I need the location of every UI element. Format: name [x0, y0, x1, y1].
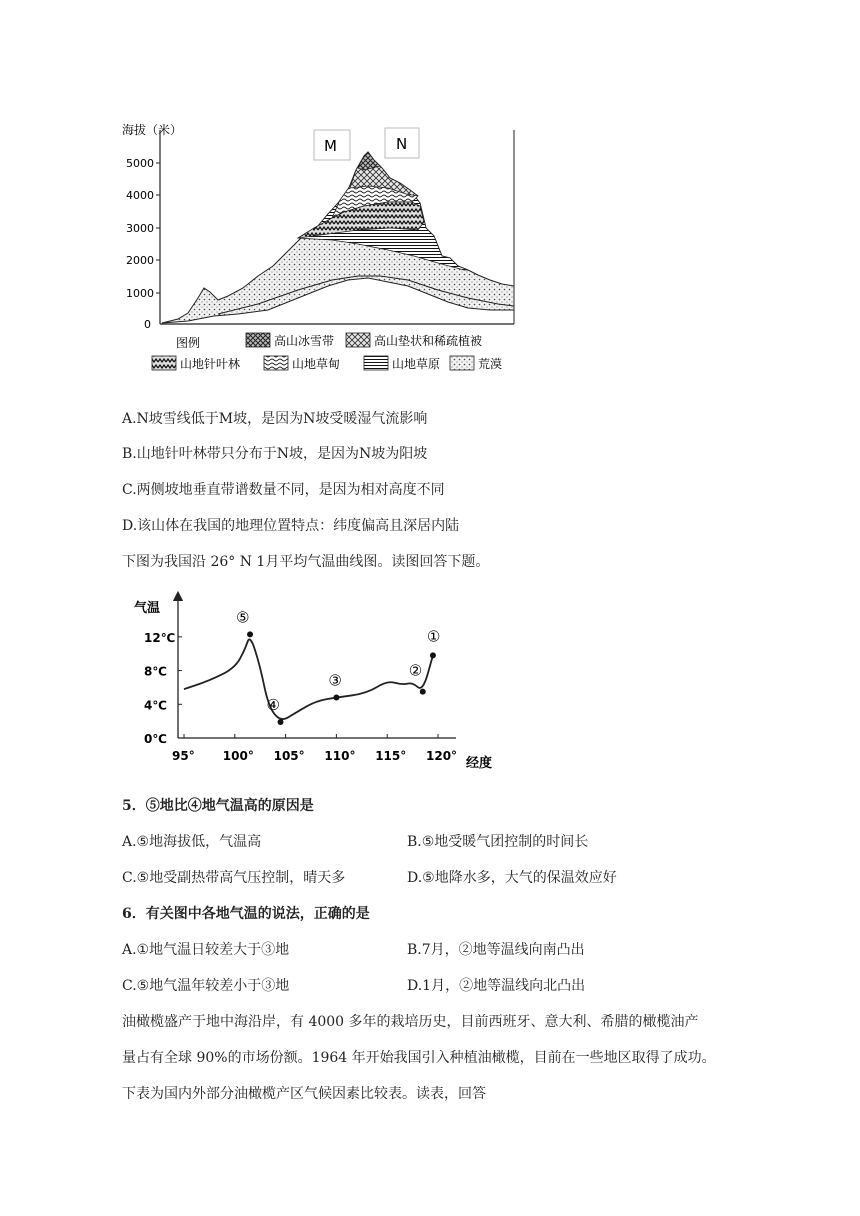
y-tick: 1000: [126, 287, 154, 300]
option-b: B.山地针叶林带只分布于N坡，是因为N坡为阳坡: [122, 446, 428, 462]
paragraph-line: 油橄榄盛产于地中海沿岸，有 4000 多年的栽培历史，目前西班牙、意大利、希腊的橄榄油产: [122, 1014, 699, 1030]
legend-swatch-forest: [152, 356, 176, 370]
slope-label-n: N: [396, 135, 408, 153]
legend-swatch-desert: [450, 356, 474, 370]
legend-label: 山地草甸: [292, 357, 341, 371]
y-tick: 4000: [126, 189, 154, 202]
q5-option-c: C.⑤地受副热带高气压控制，晴天多: [122, 870, 346, 886]
x-tick-label: 105°: [273, 749, 305, 763]
intro-text: 下图为我国沿 26° N 1月平均气温曲线图。读图回答下题。: [122, 554, 490, 570]
q5-option-a: A.⑤地海拔低，气温高: [122, 834, 262, 850]
question-5-stem: 5．⑤地比④地气温高的原因是: [122, 798, 314, 814]
legend-label: 山地草原: [392, 357, 441, 371]
data-point: [420, 689, 426, 695]
paragraph-line: 下表为国内外部分油橄榄产区气候因素比较表。读表，回答: [122, 1086, 486, 1102]
legend-label: 荒漠: [478, 357, 503, 371]
y-axis-title: 海拔（米）: [122, 123, 183, 137]
legend-swatch-cushion: [346, 333, 370, 347]
data-point: [247, 631, 253, 637]
data-point: [430, 652, 436, 658]
option-c: C.两侧坡地垂直带谱数量不同，是因为相对高度不同: [122, 482, 445, 498]
y-tick: 5000: [126, 157, 154, 170]
q6-option-b: B.7月，②地等温线向南凸出: [407, 942, 585, 958]
x-tick-label: 110°: [324, 749, 356, 763]
point-label: ③: [328, 671, 342, 690]
question-6-stem: 6．有关图中各地气温的说法，正确的是: [122, 906, 370, 922]
temperature-series-line: [184, 639, 433, 719]
q6-option-c: C.⑤地气温年较差小于③地: [122, 978, 290, 994]
y-tick-label: 4℃: [144, 698, 167, 713]
point-label: ⑤: [236, 608, 250, 627]
legend-label: 高山垫状和稀疏植被: [374, 334, 483, 348]
x-tick-label: 95°: [172, 749, 195, 763]
legend-title: 图例: [176, 336, 201, 350]
legend-swatch-grassland: [364, 356, 388, 370]
option-a: A.N坡雪线低于M坡，是因为N坡受暖湿气流影响: [122, 411, 428, 427]
mountain-profile-figure: [118, 118, 538, 378]
y-tick: 0: [144, 318, 151, 331]
y-tick: 2000: [126, 254, 154, 267]
point-label: ②: [408, 661, 423, 680]
legend-swatch-meadow: [264, 356, 288, 370]
x-axis-label: 经度: [466, 756, 493, 771]
data-point: [333, 695, 339, 701]
legend-swatch-snow: [246, 333, 270, 347]
y-tick-label: 8℃: [144, 664, 167, 679]
option-d: D.该山体在我国的地理位置特点：纬度偏高且深居内陆: [122, 518, 460, 534]
slope-label-m: M: [324, 137, 337, 155]
q5-option-b: B.⑤地受暖气团控制的时间长: [407, 834, 589, 850]
x-tick-label: 100°: [222, 749, 254, 763]
y-tick-label: 12℃: [144, 630, 176, 645]
y-tick-label: 0℃: [144, 732, 167, 746]
mountain-profile-svg: [118, 118, 538, 378]
x-tick-label: 120°: [426, 749, 458, 763]
temperature-chart-figure: [126, 590, 506, 775]
legend-label: 高山冰雪带: [274, 334, 335, 348]
temperature-chart-svg: [126, 590, 506, 775]
point-label: ①: [426, 627, 441, 646]
x-tick-label: 115°: [375, 749, 407, 763]
y-axis-label: 气温: [134, 601, 161, 616]
q6-option-a: A.①地气温日较差大于③地: [122, 942, 290, 958]
q5-option-d: D.⑤地降水多，大气的保温效应好: [407, 870, 617, 886]
point-label: ④: [266, 695, 280, 714]
data-point: [278, 719, 284, 725]
q6-option-d: D.1月，②地等温线向北凸出: [407, 978, 586, 994]
y-tick: 3000: [126, 222, 154, 235]
paragraph-line: 量占有全球 90%的市场份额。1964 年开始我国引入种植油橄榄，目前在一些地区取得了成功。: [122, 1050, 716, 1066]
legend-label: 山地针叶林: [180, 357, 241, 371]
